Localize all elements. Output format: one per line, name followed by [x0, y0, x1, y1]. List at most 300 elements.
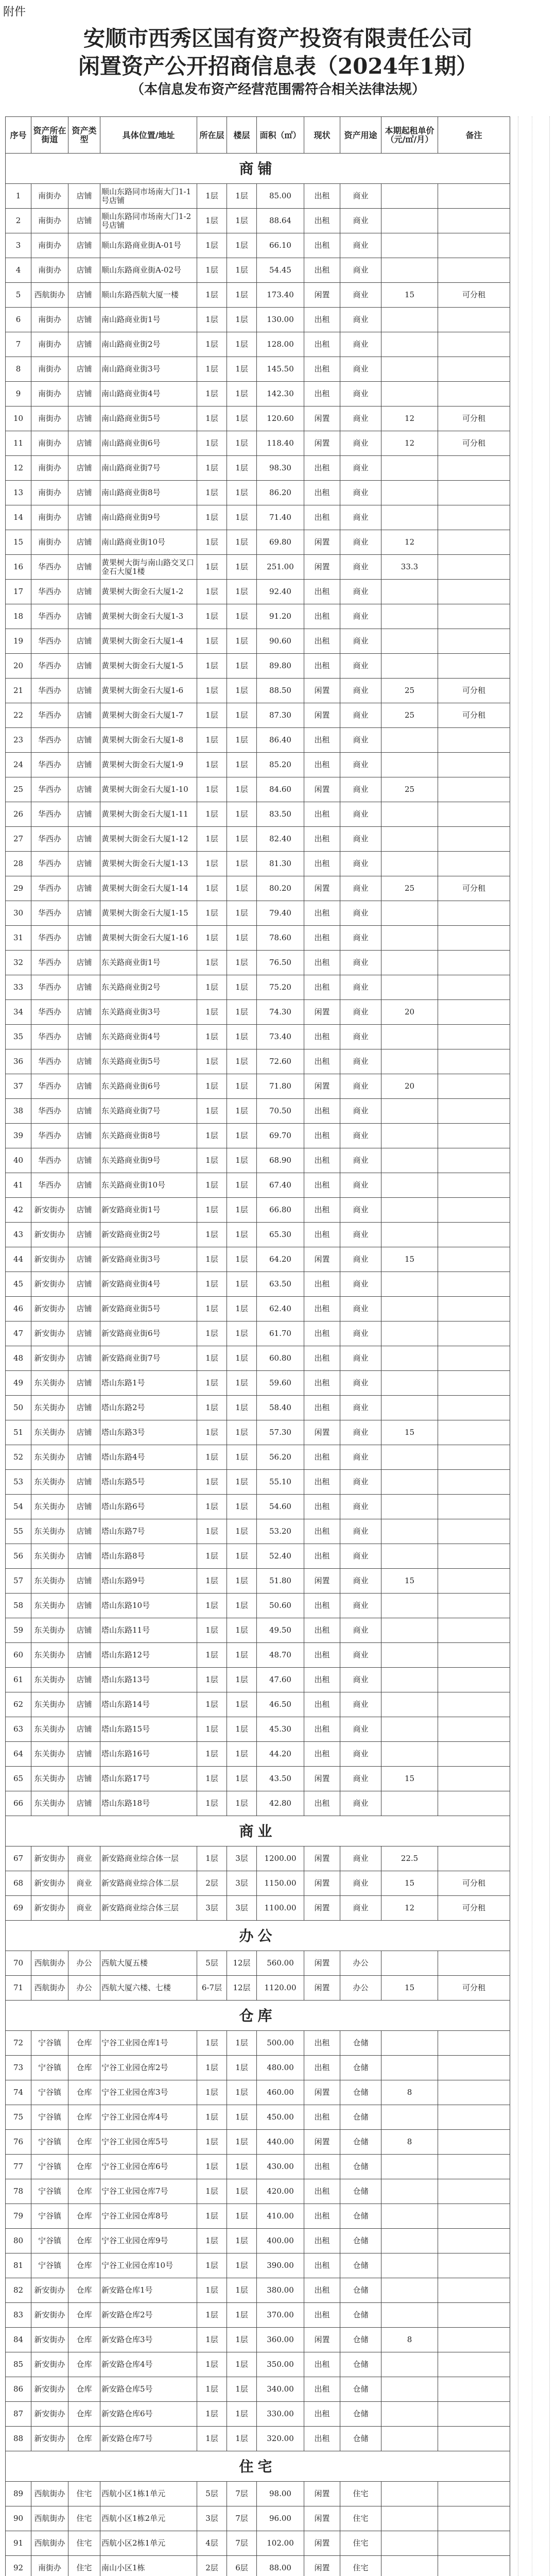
- table-cell: 商业: [340, 456, 381, 481]
- table-cell: [438, 654, 510, 679]
- table-cell: 新安路仓库6号: [100, 2402, 197, 2427]
- table-cell: 88.50: [257, 679, 304, 703]
- table-cell: [438, 2130, 510, 2155]
- table-cell: [381, 1470, 438, 1495]
- table-cell: 91: [6, 2531, 31, 2556]
- table-cell: 58: [6, 1594, 31, 1618]
- table-cell: 西航小区1栋1单元: [100, 2482, 197, 2506]
- table-cell: 1层: [197, 184, 227, 209]
- table-cell: 92.40: [257, 580, 304, 604]
- table-cell: 出租: [304, 209, 340, 233]
- section-title: 商铺: [6, 154, 510, 184]
- table-cell: 南街办: [31, 382, 68, 406]
- table-cell: [381, 580, 438, 604]
- table-cell: 新安路仓库5号: [100, 2377, 197, 2402]
- table-cell: 51.80: [257, 1569, 304, 1594]
- table-cell: 塔山东路14号: [100, 1692, 197, 1717]
- table-cell: 店铺: [68, 1396, 100, 1420]
- table-cell: 塔山东路11号: [100, 1618, 197, 1643]
- table-cell: 出租: [304, 2427, 340, 2451]
- table-row: [6, 1618, 510, 1643]
- table-cell: 1层: [197, 1321, 227, 1346]
- table-cell: 1层: [197, 1742, 227, 1767]
- table-cell: 出租: [304, 2253, 340, 2278]
- table-cell: 1层: [197, 308, 227, 332]
- table-row: [6, 1099, 510, 1124]
- table-cell: 1层: [227, 357, 257, 382]
- table-cell: 新安街办: [31, 2278, 68, 2303]
- table-cell: 商业: [340, 728, 381, 753]
- table-row: [6, 1371, 510, 1396]
- table-cell: 41: [6, 1173, 31, 1198]
- table-cell: 82.40: [257, 827, 304, 852]
- table-row: [6, 2482, 510, 2506]
- table-cell: 新安路商业综合体三层: [100, 1896, 197, 1921]
- table-cell: 华西办: [31, 555, 68, 580]
- table-cell: 新安路商业街5号: [100, 1297, 197, 1321]
- table-cell: 店铺: [68, 679, 100, 703]
- table-cell: 1层: [197, 1025, 227, 1049]
- table-cell: 店铺: [68, 1692, 100, 1717]
- table-cell: 1层: [197, 1643, 227, 1668]
- table-cell: 出租: [304, 308, 340, 332]
- table-cell: [381, 629, 438, 654]
- table-row: [6, 728, 510, 753]
- table-cell: 仓库: [68, 2303, 100, 2328]
- table-cell: 44: [6, 1247, 31, 1272]
- table-cell: 82: [6, 2278, 31, 2303]
- table-cell: [438, 1099, 510, 1124]
- table-cell: 新安街办: [31, 1846, 68, 1871]
- table-cell: 店铺: [68, 357, 100, 382]
- table-cell: 1层: [227, 456, 257, 481]
- table-cell: 南山路商业街4号: [100, 382, 197, 406]
- table-cell: 宁谷工业园仓库3号: [100, 2080, 197, 2105]
- table-cell: 55.10: [257, 1470, 304, 1495]
- table-row: [6, 2531, 510, 2556]
- table-row: [6, 1321, 510, 1346]
- table-row: [6, 852, 510, 876]
- table-cell: 12层: [227, 1951, 257, 1976]
- table-cell: 1层: [227, 1223, 257, 1247]
- table-cell: [381, 2506, 438, 2531]
- table-cell: 店铺: [68, 1643, 100, 1668]
- header-cell: 备注: [438, 117, 510, 154]
- table-cell: 仓库: [68, 2105, 100, 2130]
- table-cell: [438, 2531, 510, 2556]
- table-cell: 新安街办: [31, 2427, 68, 2451]
- table-cell: 20: [381, 1074, 438, 1099]
- table-cell: 新安街办: [31, 1896, 68, 1921]
- table-cell: 19: [6, 629, 31, 654]
- table-cell: 出租: [304, 827, 340, 852]
- table-cell: 3层: [227, 1846, 257, 1871]
- table-cell: 商业: [340, 1247, 381, 1272]
- table-cell: 店铺: [68, 481, 100, 505]
- table-cell: 闲置: [304, 1569, 340, 1594]
- table-cell: [438, 209, 510, 233]
- table-cell: 店铺: [68, 1148, 100, 1173]
- table-cell: 店铺: [68, 753, 100, 777]
- table-cell: 店铺: [68, 654, 100, 679]
- table-cell: [381, 728, 438, 753]
- table-cell: 店铺: [68, 1074, 100, 1099]
- table-cell: 3层: [197, 1896, 227, 1921]
- table-cell: [438, 2402, 510, 2427]
- table-cell: 1层: [227, 481, 257, 505]
- table-cell: 店铺: [68, 1223, 100, 1247]
- table-cell: 37: [6, 1074, 31, 1099]
- table-cell: 出租: [304, 2204, 340, 2229]
- table-cell: [438, 580, 510, 604]
- table-cell: 出租: [304, 2303, 340, 2328]
- table-cell: 1层: [227, 2056, 257, 2080]
- table-cell: 宁谷工业园仓库9号: [100, 2229, 197, 2253]
- table-cell: 出租: [304, 1099, 340, 1124]
- table-cell: 1层: [197, 901, 227, 926]
- table-cell: 14: [6, 505, 31, 530]
- table-cell: 店铺: [68, 1000, 100, 1025]
- table-cell: 66.80: [257, 1198, 304, 1223]
- table-cell: 1层: [197, 654, 227, 679]
- table-cell: 1层: [227, 1025, 257, 1049]
- table-cell: 1层: [227, 728, 257, 753]
- table-cell: 黄果树大街金石大厦1-3: [100, 604, 197, 629]
- table-cell: 15: [381, 1569, 438, 1594]
- table-cell: [381, 332, 438, 357]
- table-cell: 1层: [227, 406, 257, 431]
- table-cell: 宁谷镇: [31, 2179, 68, 2204]
- table-cell: 出租: [304, 926, 340, 951]
- table-cell: 出租: [304, 728, 340, 753]
- table-cell: 商业: [340, 1692, 381, 1717]
- table-row: [6, 1594, 510, 1618]
- table-cell: 华西办: [31, 876, 68, 901]
- table-cell: 15: [6, 530, 31, 555]
- table-cell: 东关路商业街9号: [100, 1148, 197, 1173]
- table-cell: 闲置: [304, 2531, 340, 2556]
- table-cell: 出租: [304, 258, 340, 283]
- table-cell: 塔山东路2号: [100, 1396, 197, 1420]
- table-cell: 仓储: [340, 2080, 381, 2105]
- table-cell: 86.20: [257, 481, 304, 505]
- table-cell: 142.30: [257, 382, 304, 406]
- table-cell: 420.00: [257, 2179, 304, 2204]
- table-cell: 出租: [304, 1717, 340, 1742]
- table-cell: 47.60: [257, 1668, 304, 1692]
- table-cell: 店铺: [68, 802, 100, 827]
- table-cell: 出租: [304, 1396, 340, 1420]
- table-cell: 商业: [340, 951, 381, 975]
- table-cell: 华西办: [31, 1148, 68, 1173]
- table-cell: 商业: [340, 852, 381, 876]
- table-cell: 商业: [340, 679, 381, 703]
- table-cell: 闲置: [304, 2080, 340, 2105]
- table-cell: [438, 2377, 510, 2402]
- table-cell: 东关路商业街10号: [100, 1173, 197, 1198]
- table-cell: 59: [6, 1618, 31, 1643]
- table-cell: [438, 2506, 510, 2531]
- table-cell: 闲置: [304, 2556, 340, 2576]
- table-cell: [438, 233, 510, 258]
- table-cell: 华西办: [31, 1124, 68, 1148]
- table-cell: 360.00: [257, 2328, 304, 2352]
- table-cell: 商业: [340, 901, 381, 926]
- table-cell: 黄果树大街与南山路交叉口金石大厦1楼: [100, 555, 197, 580]
- table-cell: 店铺: [68, 1124, 100, 1148]
- table-cell: 住宅: [68, 2556, 100, 2576]
- table-cell: 塔山东路15号: [100, 1717, 197, 1742]
- table-cell: [438, 1846, 510, 1871]
- table-cell: 1层: [227, 184, 257, 209]
- table-cell: 东关路商业街1号: [100, 951, 197, 975]
- table-row: [6, 2229, 510, 2253]
- table-cell: 1层: [197, 1519, 227, 1544]
- table-cell: [381, 1346, 438, 1371]
- table-cell: 新安路仓库7号: [100, 2427, 197, 2451]
- table-cell: 闲置: [304, 283, 340, 308]
- table-cell: 黄果树大街金石大厦1-7: [100, 703, 197, 728]
- table-cell: [438, 1272, 510, 1297]
- table-cell: 店铺: [68, 1470, 100, 1495]
- table-cell: 1层: [197, 1173, 227, 1198]
- table-row: [6, 2031, 510, 2056]
- table-cell: 430.00: [257, 2155, 304, 2179]
- table-cell: 可分租: [438, 283, 510, 308]
- table-cell: 42.80: [257, 1791, 304, 1816]
- table-cell: 69.70: [257, 1124, 304, 1148]
- table-cell: [438, 1668, 510, 1692]
- table-cell: 住宅: [340, 2506, 381, 2531]
- table-cell: 新安路仓库2号: [100, 2303, 197, 2328]
- table-cell: 西航街办: [31, 1951, 68, 1976]
- table-row: [6, 1198, 510, 1223]
- table-row: [6, 184, 510, 209]
- table-row: [6, 505, 510, 530]
- table-cell: 7: [6, 332, 31, 357]
- attachment-label: 附件: [3, 5, 26, 18]
- table-cell: 出租: [304, 951, 340, 975]
- table-cell: 顺山东路商业街A-02号: [100, 258, 197, 283]
- table-cell: 商业: [340, 827, 381, 852]
- table-row: [6, 1767, 510, 1791]
- table-cell: 闲置: [304, 703, 340, 728]
- table-row: [6, 1717, 510, 1742]
- table-cell: 58.40: [257, 1396, 304, 1420]
- table-cell: 店铺: [68, 1519, 100, 1544]
- table-cell: 店铺: [68, 901, 100, 926]
- table-cell: 商业: [340, 505, 381, 530]
- table-cell: 办公: [340, 1976, 381, 2001]
- table-cell: 南街办: [31, 431, 68, 456]
- table-cell: 出租: [304, 382, 340, 406]
- header-cell: 具体位置/地址: [100, 117, 197, 154]
- table-cell: 新安街办: [31, 1297, 68, 1321]
- table-cell: 新安路仓库4号: [100, 2352, 197, 2377]
- table-cell: 南山路商业街2号: [100, 332, 197, 357]
- table-cell: 华西办: [31, 753, 68, 777]
- table-cell: 商业: [340, 1272, 381, 1297]
- table-cell: 1层: [197, 852, 227, 876]
- table-cell: 1层: [227, 1272, 257, 1297]
- table-cell: 84: [6, 2328, 31, 2352]
- table-cell: 32: [6, 951, 31, 975]
- table-cell: [381, 1618, 438, 1643]
- table-cell: 商业: [340, 1321, 381, 1346]
- table-cell: 73.40: [257, 1025, 304, 1049]
- table-cell: 商业: [340, 802, 381, 827]
- table-cell: 45.30: [257, 1717, 304, 1742]
- table-cell: 89.80: [257, 654, 304, 679]
- table-cell: [381, 2278, 438, 2303]
- table-cell: 出租: [304, 1198, 340, 1223]
- table-cell: 1层: [197, 876, 227, 901]
- table-cell: [381, 827, 438, 852]
- table-cell: 店铺: [68, 629, 100, 654]
- table-cell: 华西办: [31, 1074, 68, 1099]
- table-cell: 可分租: [438, 703, 510, 728]
- table-cell: [381, 975, 438, 1000]
- table-cell: 办公: [340, 1951, 381, 1976]
- table-cell: 1层: [227, 209, 257, 233]
- table-cell: 商业: [340, 1668, 381, 1692]
- table-cell: 1层: [197, 1544, 227, 1569]
- table-cell: 商业: [340, 1846, 381, 1871]
- table-cell: 出租: [304, 1321, 340, 1346]
- table-cell: 出租: [304, 233, 340, 258]
- table-cell: 店铺: [68, 456, 100, 481]
- table-cell: 华西办: [31, 827, 68, 852]
- table-cell: 12: [381, 1896, 438, 1921]
- table-cell: 店铺: [68, 1371, 100, 1396]
- table-cell: 1层: [227, 2179, 257, 2204]
- table-row: [6, 1025, 510, 1049]
- table-cell: [438, 728, 510, 753]
- table-cell: 1层: [227, 629, 257, 654]
- table-cell: [438, 1124, 510, 1148]
- table-cell: 华西办: [31, 1025, 68, 1049]
- table-cell: 店铺: [68, 728, 100, 753]
- table-cell: 1200.00: [257, 1846, 304, 1871]
- table-cell: 黄果树大街金石大厦1-15: [100, 901, 197, 926]
- table-cell: 仓库: [68, 2031, 100, 2056]
- table-row: [6, 703, 510, 728]
- table-cell: 商业: [68, 1871, 100, 1896]
- table-cell: 1层: [227, 1569, 257, 1594]
- table-cell: 东关街办: [31, 1569, 68, 1594]
- table-cell: 华西办: [31, 926, 68, 951]
- table-cell: 出租: [304, 505, 340, 530]
- table-cell: 1层: [227, 1346, 257, 1371]
- table-cell: 仓储: [340, 2253, 381, 2278]
- table-cell: 店铺: [68, 233, 100, 258]
- table-cell: 店铺: [68, 975, 100, 1000]
- table-cell: 店铺: [68, 1247, 100, 1272]
- table-cell: 仓储: [340, 2130, 381, 2155]
- table-cell: 1层: [227, 703, 257, 728]
- table-cell: [438, 555, 510, 580]
- table-cell: 闲置: [304, 2482, 340, 2506]
- table-cell: 出租: [304, 2352, 340, 2377]
- table-cell: 出租: [304, 1495, 340, 1519]
- table-cell: 1层: [227, 2204, 257, 2229]
- table-cell: 商业: [340, 209, 381, 233]
- table-cell: 1层: [197, 2105, 227, 2130]
- table-cell: 闲置: [304, 530, 340, 555]
- table-cell: 可分租: [438, 1896, 510, 1921]
- table-cell: 1层: [227, 2080, 257, 2105]
- table-cell: 1层: [227, 1692, 257, 1717]
- table-row: [6, 629, 510, 654]
- table-cell: 60: [6, 1643, 31, 1668]
- table-cell: 店铺: [68, 1272, 100, 1297]
- table-row: [6, 2352, 510, 2377]
- table-cell: 1层: [197, 2130, 227, 2155]
- table-cell: 商业: [340, 1049, 381, 1074]
- table-cell: 1层: [227, 951, 257, 975]
- table-cell: [381, 1668, 438, 1692]
- table-cell: 1层: [197, 1371, 227, 1396]
- table-cell: 宁谷镇: [31, 2229, 68, 2253]
- table-cell: 东关路商业街3号: [100, 1000, 197, 1025]
- table-cell: 81.30: [257, 852, 304, 876]
- table-cell: 1层: [227, 679, 257, 703]
- table-cell: 22.5: [381, 1846, 438, 1871]
- table-cell: 1层: [197, 1099, 227, 1124]
- table-cell: 1层: [197, 2427, 227, 2451]
- table-cell: 商业: [340, 1445, 381, 1470]
- table-cell: 1层: [227, 1124, 257, 1148]
- table-cell: 1层: [197, 283, 227, 308]
- table-cell: 西航大厦五楼: [100, 1951, 197, 1976]
- table-cell: 商业: [340, 1173, 381, 1198]
- table-cell: 西航街办: [31, 2506, 68, 2531]
- table-cell: 可分租: [438, 431, 510, 456]
- table-cell: [381, 1321, 438, 1346]
- table-cell: 1层: [227, 777, 257, 802]
- table-cell: 86.40: [257, 728, 304, 753]
- table-cell: 130.00: [257, 308, 304, 332]
- table-cell: [381, 1717, 438, 1742]
- table-cell: 闲置: [304, 406, 340, 431]
- table-cell: 1层: [197, 209, 227, 233]
- table-cell: 53.20: [257, 1519, 304, 1544]
- table-cell: 出租: [304, 1223, 340, 1247]
- table-cell: 商业: [340, 1124, 381, 1148]
- table-cell: 1层: [197, 1346, 227, 1371]
- table-cell: 13: [6, 481, 31, 505]
- table-cell: 商业: [68, 1846, 100, 1871]
- table-cell: 1层: [227, 604, 257, 629]
- table-cell: 商业: [340, 975, 381, 1000]
- table-row: [6, 2155, 510, 2179]
- table-cell: 69: [6, 1896, 31, 1921]
- table-cell: 店铺: [68, 258, 100, 283]
- table-cell: [438, 2105, 510, 2130]
- table-cell: [381, 604, 438, 629]
- table-cell: 79: [6, 2204, 31, 2229]
- table-row: [6, 2105, 510, 2130]
- header-cell: 楼层: [227, 117, 257, 154]
- table-cell: [438, 382, 510, 406]
- table-cell: 173.40: [257, 283, 304, 308]
- table-cell: 9: [6, 382, 31, 406]
- table-cell: 1层: [227, 852, 257, 876]
- table-cell: 62.40: [257, 1297, 304, 1321]
- table-cell: 20: [381, 1000, 438, 1025]
- table-cell: [438, 505, 510, 530]
- table-cell: 1层: [227, 1668, 257, 1692]
